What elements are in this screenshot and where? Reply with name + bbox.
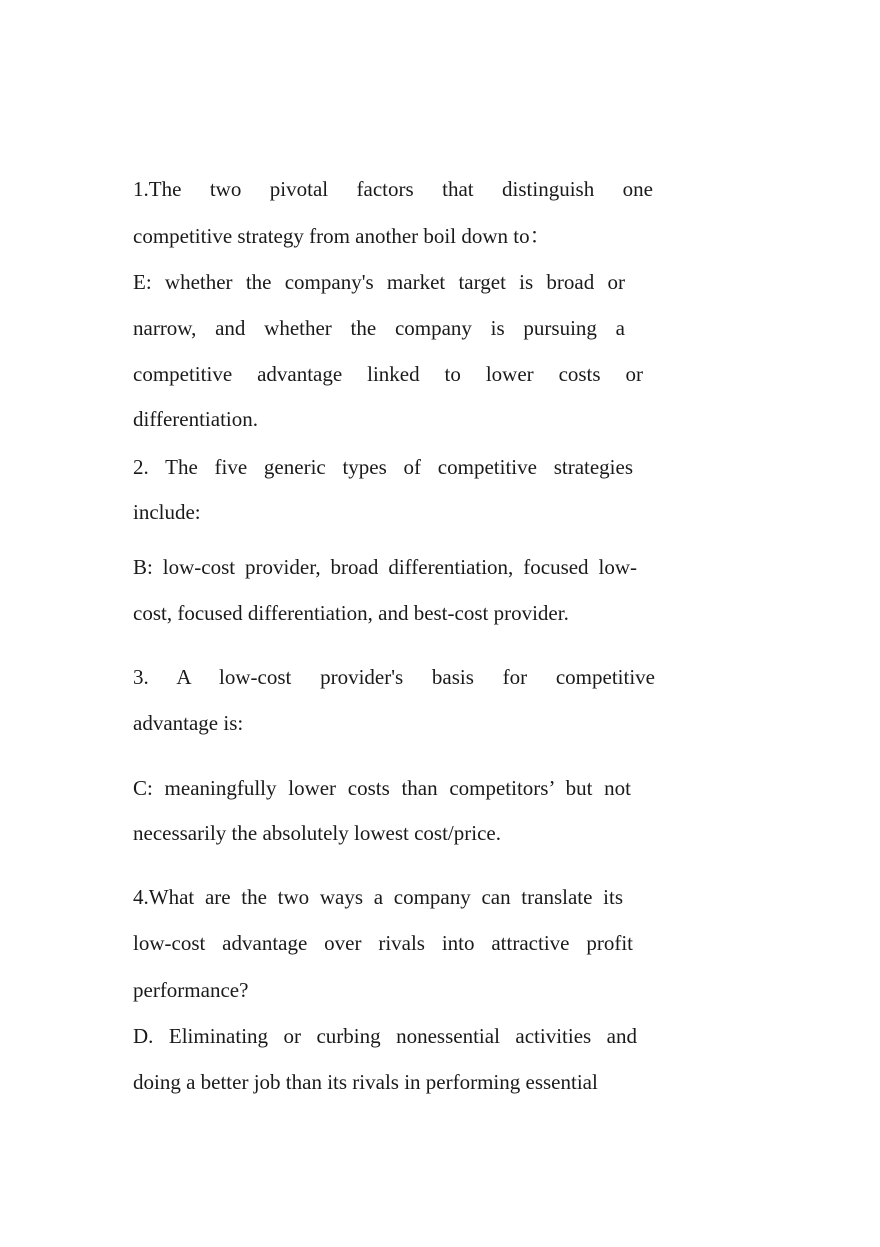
q3-line-1: 3. A low-cost provider's basis for competitive [133,665,655,689]
answer-e-line-3: competitive advantage linked to lower costs or [133,362,643,386]
q1-line-1: 1.The two pivotal factors that distinguish one [133,177,653,201]
q1-line-2: competitive strategy from another boil down to： [133,224,551,248]
answer-c-line-2: necessarily the absolutely lowest cost/price. [133,821,501,845]
q4-line-3: performance? [133,978,249,1002]
answer-d-line-2: doing a better job than its rivals in performing essential [133,1070,598,1094]
q4-line-1: 4.What are the two ways a company can translate its [133,885,623,909]
answer-e-line-4: differentiation. [133,407,258,431]
q2-line-2: include: [133,500,201,524]
answer-b-line-2: cost, focused differentiation, and best-cost provider. [133,601,569,625]
answer-b-line-1: B: low-cost provider, broad differentiation, focused low- [133,555,637,579]
answer-e-line-2: narrow, and whether the company is pursuing a [133,316,625,340]
answer-d-line-1: D. Eliminating or curbing nonessential activities and [133,1024,637,1048]
q2-line-1: 2. The five generic types of competitive strategies [133,455,633,479]
q4-line-2: low-cost advantage over rivals into attractive profit [133,931,633,955]
q3-line-2: advantage is: [133,711,244,735]
answer-c-line-1: C: meaningfully lower costs than competitors’ but not [133,776,631,800]
answer-e-line-1: E: whether the company's market target is broad or [133,270,625,294]
